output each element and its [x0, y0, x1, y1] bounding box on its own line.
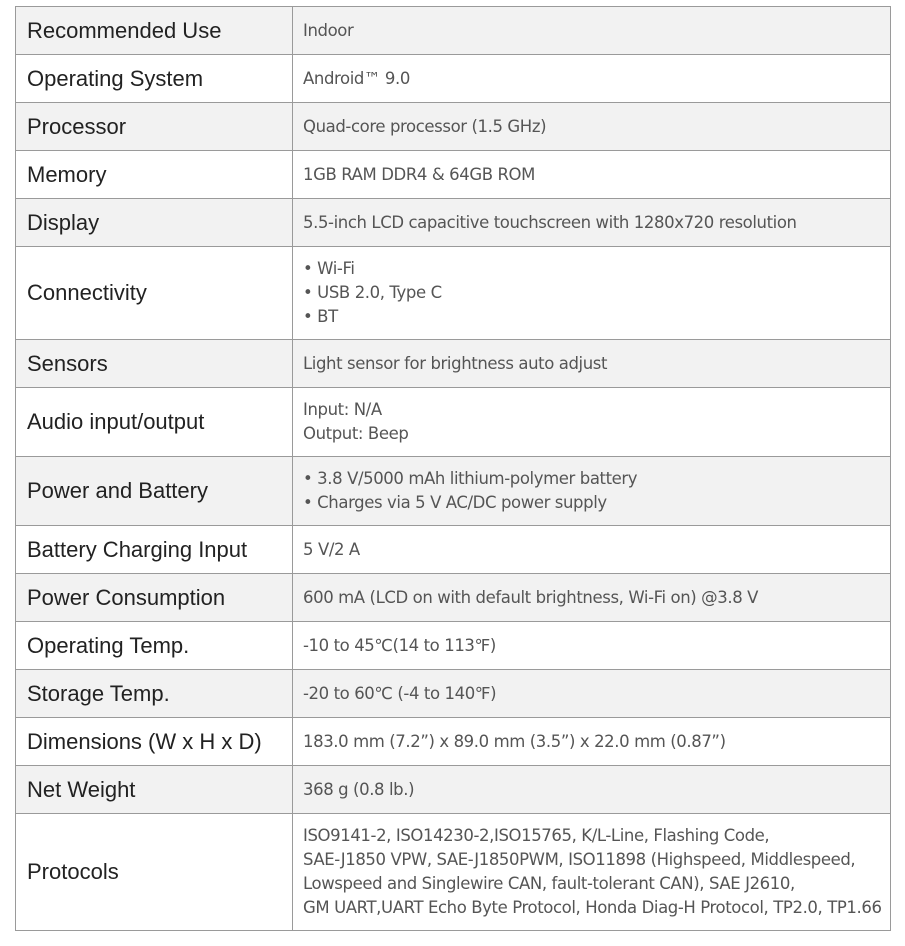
spec-label: Net Weight	[16, 766, 293, 814]
spec-value-line: 368 g (0.8 lb.)	[303, 779, 415, 799]
spec-value	[293, 574, 891, 622]
spec-value	[293, 526, 891, 574]
spec-value	[293, 199, 891, 247]
spec-label: Power and Battery	[16, 457, 293, 526]
spec-value-line: • Wi-Fi	[303, 259, 355, 278]
spec-value-line: • BT	[303, 307, 338, 326]
spec-label: Audio input/output	[16, 388, 293, 457]
spec-value	[293, 388, 891, 457]
spec-label: Recommended Use	[16, 7, 293, 55]
spec-label: Storage Temp.	[16, 670, 293, 718]
spec-value	[293, 766, 891, 814]
spec-label: Operating System	[16, 55, 293, 103]
spec-label: Memory	[16, 151, 293, 199]
spec-label: Connectivity	[16, 247, 293, 340]
spec-value-line: Input: N/A	[303, 400, 382, 419]
spec-row-net-weight	[16, 766, 891, 814]
spec-row-storage-temp	[16, 670, 891, 718]
spec-value-line: -10 to 45℃(14 to 113℉)	[303, 635, 496, 655]
spec-value	[293, 670, 891, 718]
spec-row-operating-system	[16, 55, 891, 103]
spec-value-line: • USB 2.0, Type C	[303, 283, 442, 302]
specifications-table	[15, 6, 891, 931]
spec-value-line: ISO9141-2, ISO14230-2,ISO15765, K/L-Line, Flashing Code,	[303, 826, 770, 845]
spec-value-line: Quad-core processor (1.5 GHz)	[303, 116, 547, 136]
spec-value	[293, 55, 891, 103]
spec-row-operating-temp	[16, 622, 891, 670]
spec-label: Battery Charging Input	[16, 526, 293, 574]
spec-value	[293, 718, 891, 766]
spec-label: Operating Temp.	[16, 622, 293, 670]
spec-value-line: 5 V/2 A	[303, 539, 360, 559]
spec-row-memory	[16, 151, 891, 199]
spec-row-display	[16, 199, 891, 247]
spec-value-line: SAE-J1850 VPW, SAE-J1850PWM, ISO11898 (Highspeed, Middlespeed,	[303, 850, 856, 869]
spec-row-power-battery	[16, 457, 891, 526]
spec-value-line: Android™ 9.0	[303, 68, 410, 88]
spec-value-line: Output: Beep	[303, 424, 409, 443]
spec-value-line: • Charges via 5 V AC/DC power supply	[303, 493, 607, 512]
spec-row-battery-charging	[16, 526, 891, 574]
spec-value-line: 1GB RAM DDR4 & 64GB ROM	[303, 164, 535, 184]
spec-value	[293, 7, 891, 55]
spec-value	[293, 247, 891, 340]
spec-label: Dimensions (W x H x D)	[16, 718, 293, 766]
spec-row-dimensions	[16, 718, 891, 766]
spec-row-audio	[16, 388, 891, 457]
spec-value-line: Indoor	[303, 20, 354, 40]
spec-value-line: GM UART,UART Echo Byte Protocol, Honda Diag-H Protocol, TP2.0, TP1.66	[303, 898, 882, 917]
spec-label: Processor	[16, 103, 293, 151]
spec-value-line: 183.0 mm (7.2”) x 89.0 mm (3.5”) x 22.0 mm (0.87”)	[303, 731, 726, 751]
spec-row-power-consumption	[16, 574, 891, 622]
spec-label: Display	[16, 199, 293, 247]
spec-value-line: Light sensor for brightness auto adjust	[303, 353, 608, 373]
spec-value-line: • 3.8 V/5000 mAh lithium-polymer battery	[303, 469, 638, 488]
spec-value-line: 5.5-inch LCD capacitive touchscreen with 1280x720 resolution	[303, 212, 797, 232]
spec-value	[293, 103, 891, 151]
spec-row-recommended-use	[16, 7, 891, 55]
spec-label: Protocols	[16, 814, 293, 931]
spec-value-line: Lowspeed and Singlewire CAN, fault-tolerant CAN), SAE J2610,	[303, 874, 795, 893]
spec-row-processor	[16, 103, 891, 151]
spec-value	[293, 457, 891, 526]
spec-value	[293, 814, 891, 931]
spec-value-line: -20 to 60℃ (-4 to 140℉)	[303, 683, 497, 703]
spec-row-connectivity	[16, 247, 891, 340]
spec-value	[293, 340, 891, 388]
spec-value-line: 600 mA (LCD on with default brightness, Wi-Fi on) @3.8 V	[303, 587, 759, 607]
spec-value	[293, 151, 891, 199]
spec-label: Sensors	[16, 340, 293, 388]
spec-row-sensors	[16, 340, 891, 388]
spec-row-protocols	[16, 814, 891, 931]
spec-value	[293, 622, 891, 670]
spec-label: Power Consumption	[16, 574, 293, 622]
